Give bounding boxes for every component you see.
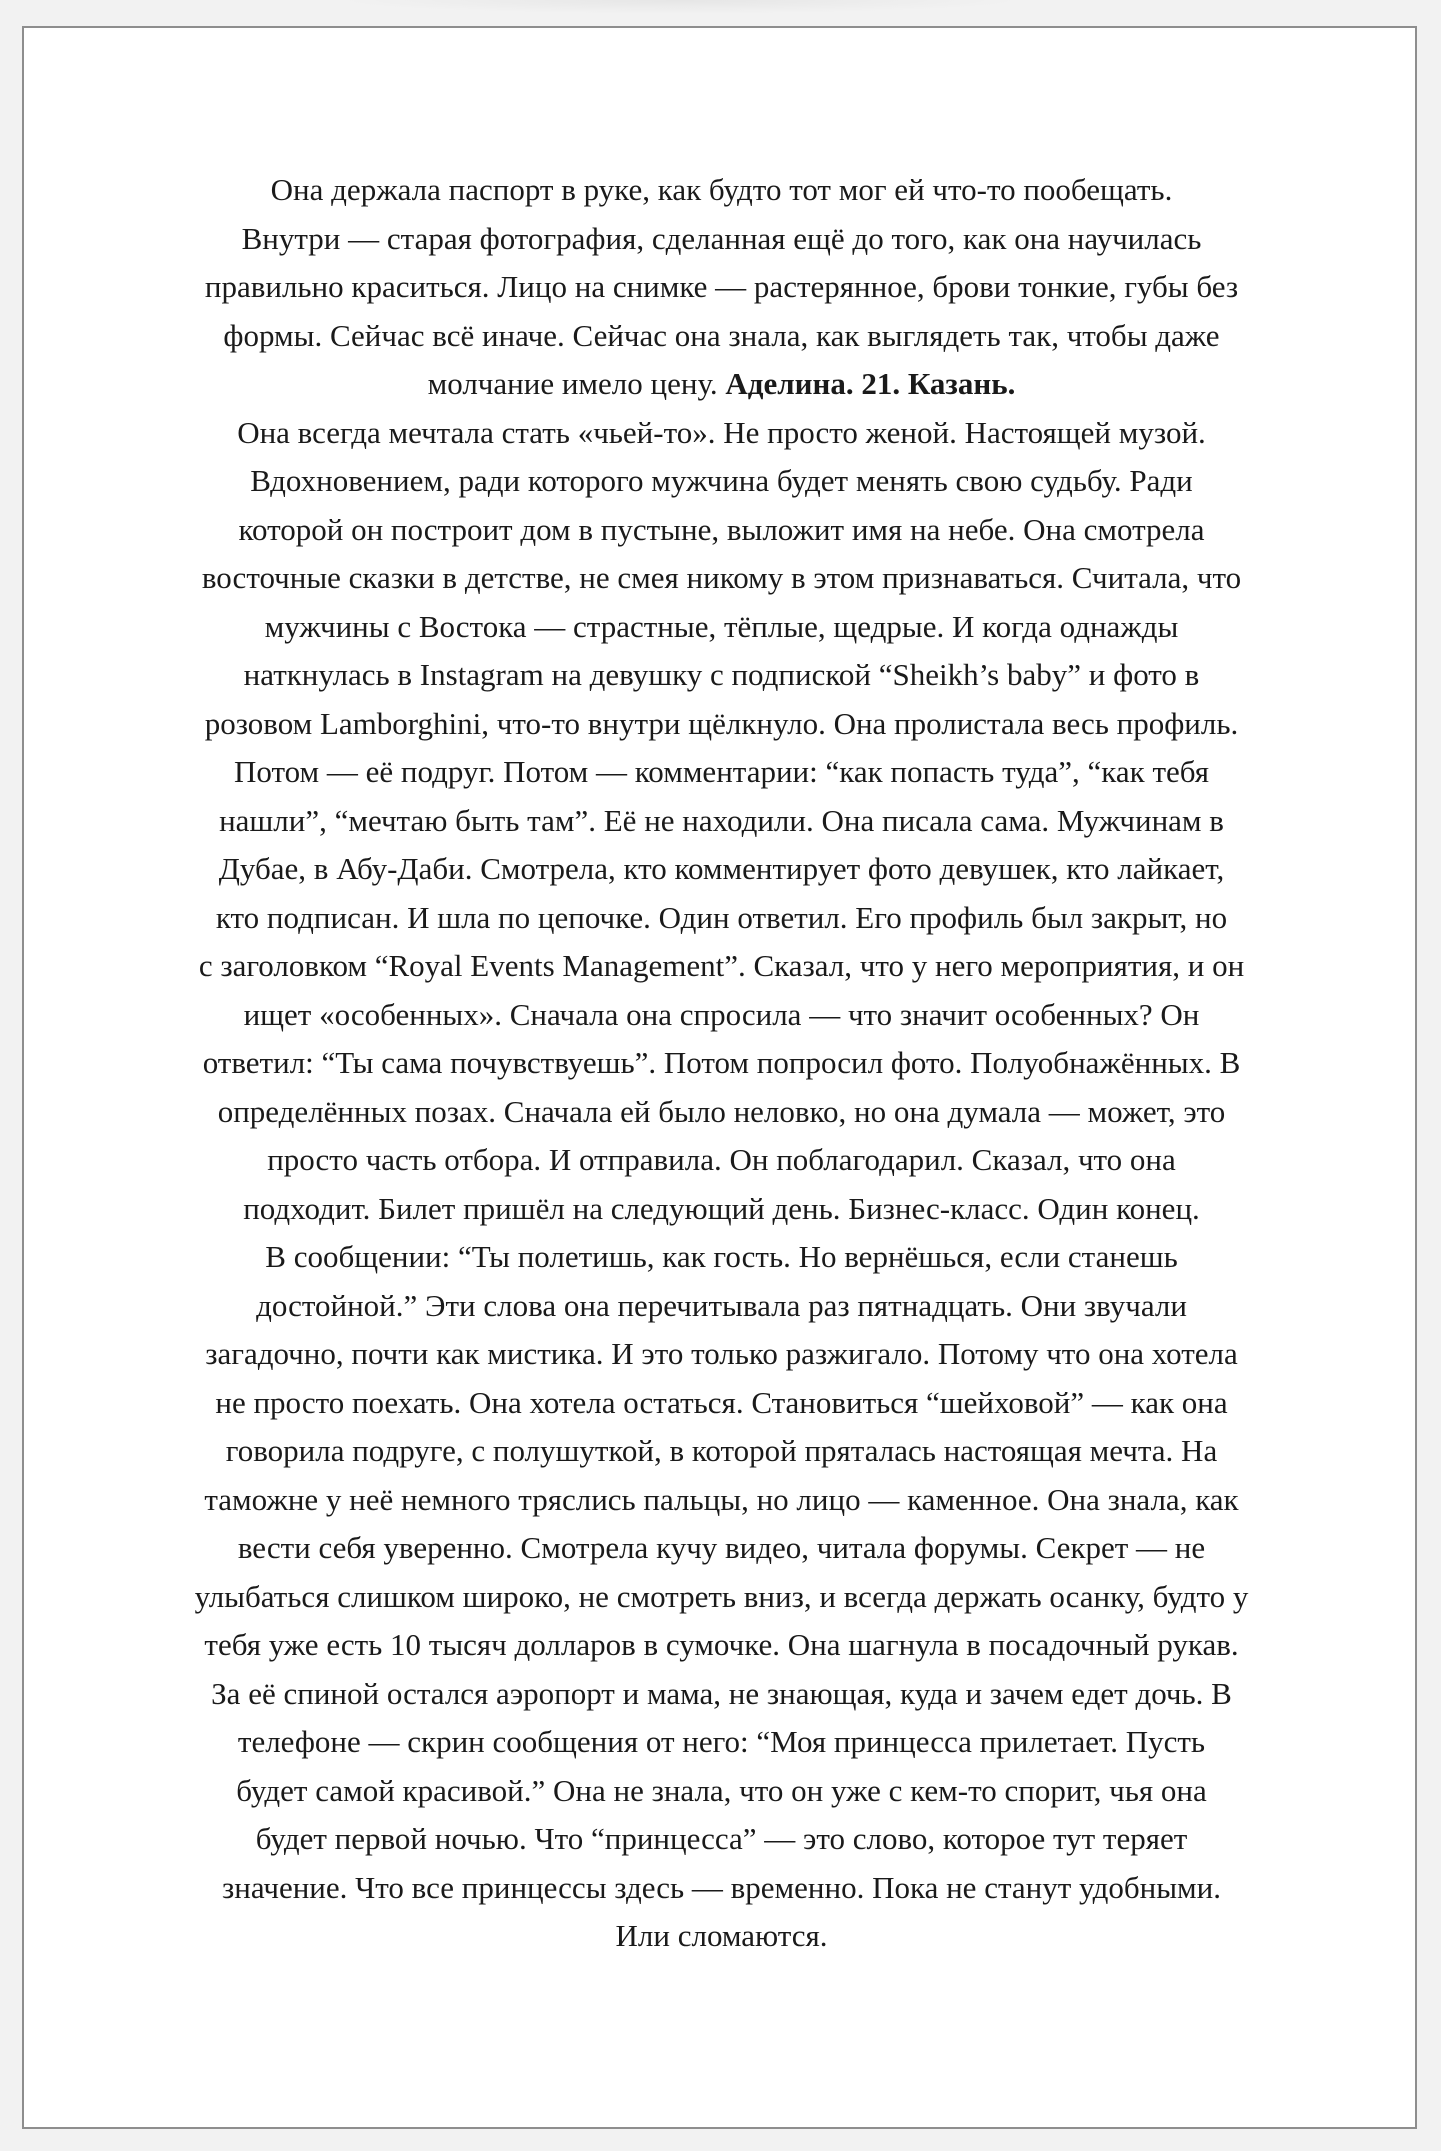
text-fragment: молчание имело цену. [427,366,726,401]
text-line: Или сломаются. [615,1918,828,1953]
paragraph-lines [174,409,1269,1961]
text-line: тебя уже есть 10 тысяч долларов в сумочке. Она шагнула в посадочный рукав. [204,1627,1239,1662]
text-line: восточные сказки в детстве, не смея никому в этом признаваться. Считала, что [201,560,1242,595]
text-line: мужчины с Востока — страстные, тёплые, щедрые. И когда однажды [264,608,1179,644]
text-line: которой он построит дом в пустыне, выложит имя на небе. Она смотрела [238,511,1205,547]
text-line: ответил: “Ты сама почувствуешь”. Потом попросил фото. Полуобнажённых. В [202,1045,1241,1080]
text-line: розовом Lamborghini, что-то внутри щёлкнуло. Она пролистала весь профиль. [204,705,1239,741]
text-line: Внутри — старая фотография, сделанная ещё до того, как она научилась [241,220,1202,256]
text-line: За её спиной остался аэропорт и мама, не знающая, куда и зачем едет дочь. В [211,1675,1232,1711]
text-line: кто подписан. И шла по цепочке. Один ответил. Его профиль был закрыт, но [215,899,1228,935]
text-line: говорила подруге, с полушуткой, в которой пряталась настоящая мечта. На [225,1433,1218,1468]
text-line: Дубае, в Абу-Даби. Смотрела, кто комментирует фото девушек, кто лайкает, [218,851,1225,886]
text-line: загадочно, почти как мистика. И это только разжигало. Потому что она хотела [205,1336,1238,1371]
text-line: будет самой красивой.” Она не знала, что он уже с кем-то спорит, чья она [236,1772,1207,1808]
text-line: формы. Сейчас всё иначе. Сейчас она знала, как выглядеть так, чтобы даже [223,317,1220,353]
text-line: Она держала паспорт в руке, как будто тот мог ей что-то пообещать. [270,172,1173,207]
text-line: значение. Что все принцессы здесь — временно. Пока не станут удобными. [222,1869,1221,1905]
text-line: не просто поехать. Она хотела остаться. Становиться “шейховой” — как она [215,1384,1228,1420]
text-line: вести себя уверенно. Смотрела кучу видео, читала форумы. Секрет — не [237,1530,1206,1565]
text-line: достойной.” Эти слова она перечитывала раз пятнадцать. Они звучали [256,1287,1187,1323]
text-line-with-heading [174,360,1269,409]
text-line: ищет «особенных». Сначала она спросила — что значит особенных? Он [243,996,1200,1032]
text-line: правильно краситься. Лицо на снимке — растерянное, брови тонкие, губы без [204,269,1239,304]
text-line: таможне у неё немного тряслись пальцы, но лицо — каменное. Она знала, как [204,1481,1239,1517]
text-line: определённых позах. Сначала ей было неловко, но она думала — может, это [217,1093,1226,1129]
text-line: просто часть отбора. И отправила. Он поблагодарил. Сказал, что она [267,1142,1176,1177]
top-shadow [330,0,1030,14]
text-line: телефоне — скрин сообщения от него: “Моя принцесса прилетает. Пусть [237,1724,1206,1759]
text-line: нашли”, “мечтаю быть там”. Её не находили. Она писала сама. Мужчинам в [219,802,1224,838]
character-heading: Аделина. 21. Казань. [725,366,1016,401]
text-line: наткнулась в Instagram на девушку с подпиской “Sheikh’s baby” и фото в [243,657,1200,692]
body-text [174,166,1269,1961]
text-line: Потом — её подруг. Потом — комментарии: “как попасть туда”, “как тебя [233,754,1210,789]
text-line: В сообщении: “Ты полетишь, как гость. Но вернёшься, если станешь [265,1239,1178,1274]
text-line: подходит. Билет пришёл на следующий день. Бизнес-класс. Один конец. [243,1190,1200,1226]
text-line: будет первой ночью. Что “принцесса” — это слово, которое тут теряет [255,1821,1188,1856]
text-line: улыбаться слишком широко, не смотреть вниз, и всегда держать осанку, будто у [194,1578,1249,1614]
document-page [22,26,1417,2129]
text-line: Вдохновением, ради которого мужчина будет менять свою судьбу. Ради [250,463,1193,498]
text-line: с заголовком “Royal Events Management”. Сказал, что у него мероприятия, и он [198,948,1245,983]
text-line: Она всегда мечтала стать «чьей-то». Не просто женой. Настоящей музой. [237,414,1206,450]
